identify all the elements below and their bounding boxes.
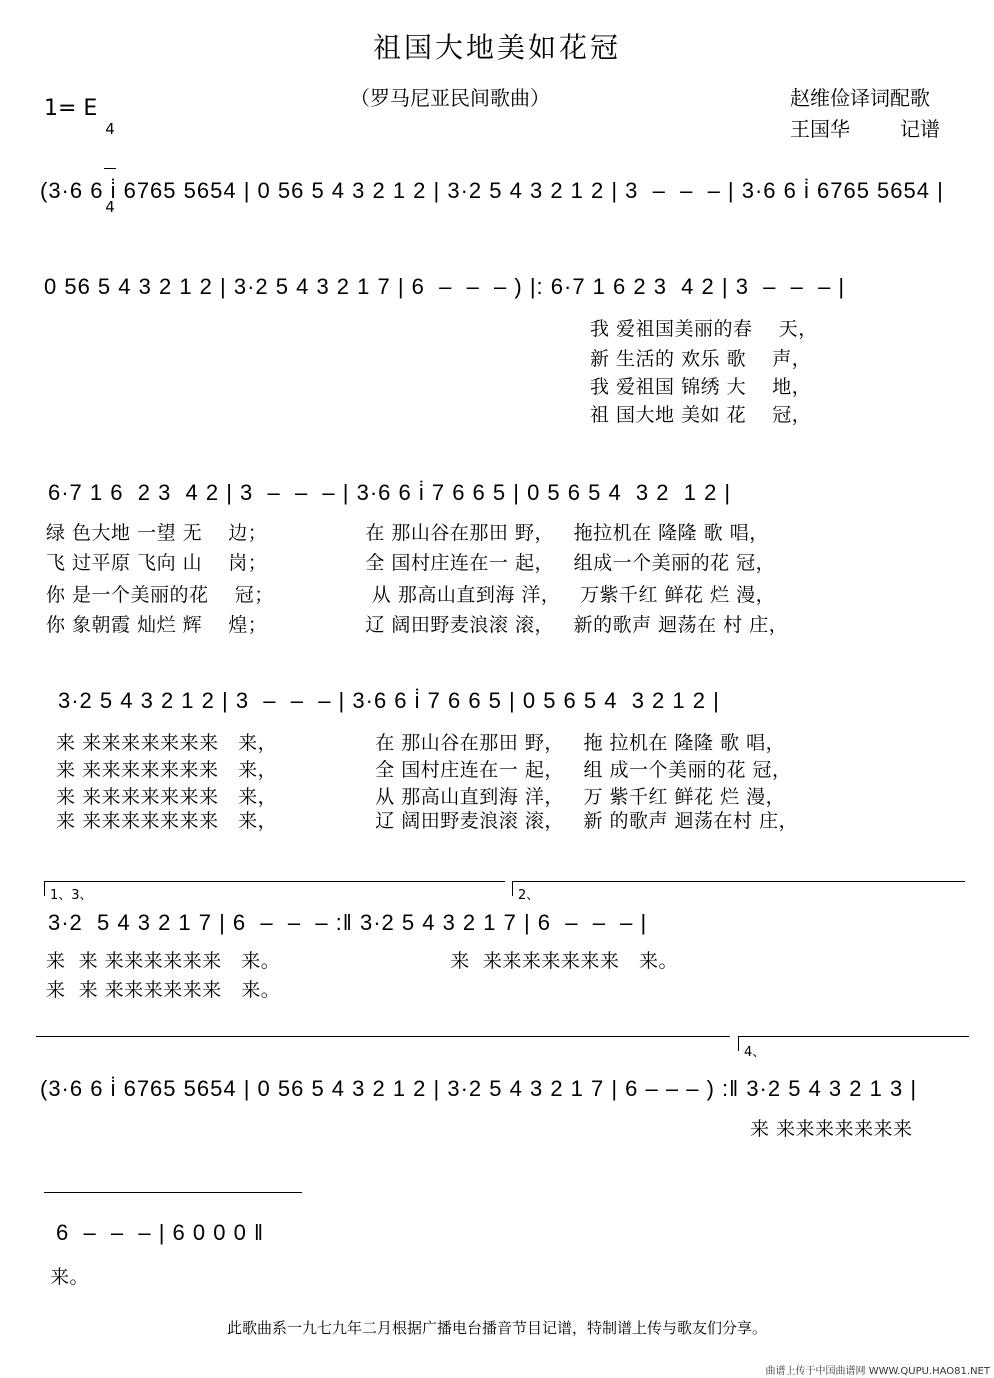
volta-label-2: 2、 <box>518 888 540 903</box>
footer-note: 此歌曲系一九七九年二月根据广播电台播音节目记谱，特制谱上传与歌友们分享。 <box>226 1319 767 1337</box>
notation-line: (3·6 6 i̇ 6765 5654 | 0 56 5 4 3 2 1 2 | 3·2 5 4 3 2 1 7 | 6 – – – ) :‖ 3·2 5 4 3 2 1 3 | <box>40 1076 918 1101</box>
lyric-line: 绿 色大地 一望 无 边； 在 那山谷在那田 野， 拖拉机在 隆隆 歌 唱， <box>46 522 769 544</box>
notation-line: 0 56 5 4 3 2 1 2 | 3·2 5 4 3 2 1 7 | 6 – – – ) |: 6·7 1 6 2 3 4 2 | 3 – – – | <box>44 274 846 299</box>
credit-lyrics: 赵维俭译词配歌 <box>790 86 930 110</box>
key-signature: 1= E <box>44 96 98 121</box>
meter-divider <box>104 168 116 169</box>
lyric-line: 来。 <box>50 1266 90 1288</box>
meter-top: 4 <box>105 120 115 138</box>
notation-line: (3·6 6 i̇ 6765 5654 | 0 56 5 4 3 2 1 2 | 3·2 5 4 3 2 1 2 | 3 – – – | 3·6 6 i̇ 6765 5654 | <box>40 178 944 203</box>
lyric-line: 飞 过平原 飞向 山 岗； 全 国村庄连在一 起， 组成一个美丽的花 冠， <box>46 552 776 574</box>
lyric-line: 你 象朝霞 灿烂 辉 煌； 辽 阔田野麦浪滚 滚， 新的歌声 迴荡在 村 庄， <box>46 614 789 636</box>
lyric-line: 祖 国大地 美如 花 冠， <box>590 404 812 426</box>
tie-line <box>44 1192 302 1193</box>
notation-line: 6 – – – | 6 0 0 0 ‖ <box>56 1220 265 1245</box>
lyric-line: 我 爱祖国美丽的春 天， <box>590 318 818 340</box>
lyric-line: 来 来来来来来来来 <box>750 1118 913 1140</box>
volta-label-4: 4、 <box>744 1045 766 1060</box>
lyric-line: 来 来来来来来来来 来， 在 那山谷在那田 野， 拖 拉机在 隆隆 歌 唱， <box>56 732 786 754</box>
notation-line: 3·2 5 4 3 2 1 2 | 3 – – – | 3·6 6 i̇ 7 6 6 5 | 0 5 6 5 4 3 2 1 2 | <box>58 688 720 713</box>
credit-notation-role: 记谱 <box>900 117 940 141</box>
meter-bottom: 4 <box>105 198 115 216</box>
lyric-line: 来 来来来来来来来 来， 辽 阔田野麦浪滚 滚， 新 的歌声 迴荡在村 庄， <box>56 810 799 832</box>
system-divider-line <box>36 1036 730 1037</box>
lyric-line: 你 是一个美丽的花 冠； 从 那高山直到海 洋， 万紫千红 鲜花 烂 漫， <box>46 584 776 606</box>
notation-line: 6·7 1 6 2 3 4 2 | 3 – – – | 3·6 6 i̇ 7 6 6 5 | 0 5 6 5 4 3 2 1 2 | <box>48 480 732 505</box>
lyric-line: 来 来 来来来来来来 来。 来 来来来来来来来 来。 <box>46 950 678 972</box>
lyric-line: 我 爱祖国 锦绣 大 地， <box>590 376 812 398</box>
lyric-line: 来 来 来来来来来来 来。 <box>46 979 281 1001</box>
lyric-line: 新 生活的 欢乐 歌 声， <box>590 348 812 370</box>
lyric-line: 来 来来来来来来来 来， 从 那高山直到海 洋， 万 紫千红 鲜花 烂 漫， <box>56 786 786 808</box>
notation-line: 3·2 5 4 3 2 1 7 | 6 – – – :‖ 3·2 5 4 3 2 1 7 | 6 – – – | <box>48 910 648 935</box>
song-title: 祖国大地美如花冠 <box>372 31 621 64</box>
volta-bracket-4 <box>738 1036 969 1051</box>
volta-bracket-2 <box>512 881 965 896</box>
song-subtitle: （罗马尼亚民间歌曲） <box>350 86 550 110</box>
volta-bracket-1 <box>44 881 505 896</box>
lyric-line: 来 来来来来来来来 来， 全 国村庄连在一 起， 组 成一个美丽的花 冠， <box>56 759 792 781</box>
credit-notation-name: 王国华 <box>790 117 850 141</box>
volta-label-1: 1、3、 <box>50 888 93 903</box>
time-signature <box>104 92 116 230</box>
watermark: 曲谱上传于中国曲谱网 WWW.QUPU.HAO81.NET <box>765 1366 990 1377</box>
